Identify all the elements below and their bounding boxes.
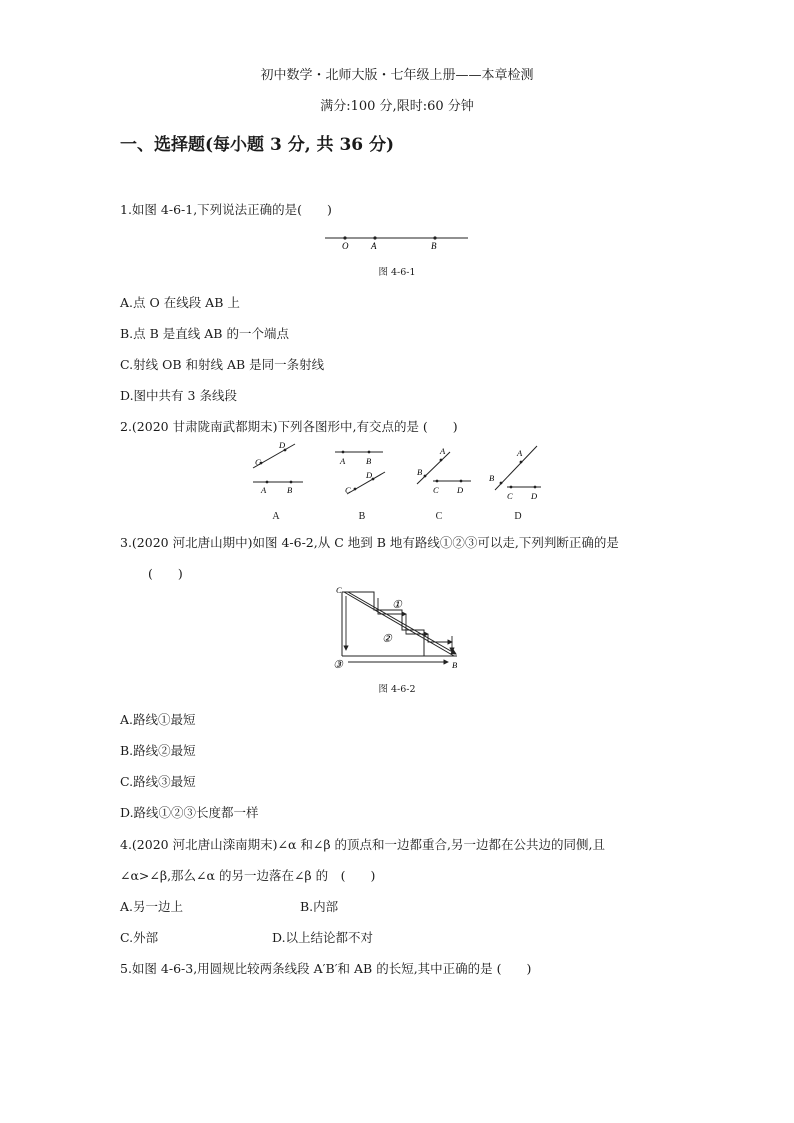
q1-option-d: D.图中共有 3 条线段: [120, 388, 237, 403]
q2-choice-b: B: [358, 511, 366, 522]
q3-label-route2: ②: [382, 633, 392, 645]
q1-stem: 1.如图 4-6-1,下列说法正确的是( ): [120, 202, 332, 217]
svg-text:C: C: [433, 485, 439, 495]
q3-stem: 3.(2020 河北唐山期中)如图 4-6-2,从 C 地到 B 地有路线①②③可以走,下列判断正确的是: [120, 535, 619, 550]
q4-option-c: C.外部: [120, 930, 159, 945]
section-heading: 一、选择题(每小题 3 分, 共 36 分): [120, 135, 395, 155]
svg-text:A: A: [340, 456, 346, 466]
q3-label-route1: ①: [392, 599, 402, 611]
q4-option-a: A.另一边上: [120, 899, 184, 914]
svg-text:D: D: [531, 491, 538, 501]
q3-option-a: A.路线①最短: [120, 712, 196, 727]
q3-option-c: C.路线③最短: [120, 774, 196, 789]
q2-figure-d: [489, 446, 541, 501]
q3-caption: 图 4-6-2: [378, 684, 416, 695]
q2-choice-a: A: [272, 511, 280, 522]
page-subtitle: 满分:100 分,限时:60 分钟: [320, 99, 474, 114]
svg-text:C: C: [507, 491, 513, 501]
q5-stem: 5.如图 4-6-3,用圆规比较两条线段 A′B′和 AB 的长短,其中正确的是 ( ): [120, 961, 532, 976]
q4-stem-line2: ∠α>∠β,那么∠α 的另一边落在∠β 的 ( ): [120, 868, 376, 883]
q2-figure: [245, 438, 555, 506]
q2-figure-c: [417, 446, 471, 495]
svg-text:C: C: [345, 485, 351, 495]
q3-label-B: B: [452, 660, 458, 670]
q4-stem-line1: 4.(2020 河北唐山滦南期末)∠α 和∠β 的顶点和一边都重合,另一边都在公共边的同侧,且: [120, 837, 605, 852]
q1-caption: 图 4-6-1: [378, 267, 416, 278]
svg-text:B: B: [489, 473, 495, 483]
q3-option-d: D.路线①②③长度都一样: [120, 805, 259, 820]
svg-text:A: A: [517, 448, 523, 458]
svg-text:B: B: [366, 456, 372, 466]
q1-figure: [320, 228, 472, 252]
q3-label-C: C: [336, 585, 342, 595]
q3-figure: [332, 584, 464, 672]
q2-choice-c: C: [435, 511, 443, 522]
q4-option-b: B.内部: [300, 899, 339, 914]
svg-text:A: A: [261, 485, 267, 495]
q1-option-c: C.射线 OB 和射线 AB 是同一条射线: [120, 357, 325, 372]
q1-option-a: A.点 O 在线段 AB 上: [120, 295, 240, 310]
q1-point-A: A: [371, 241, 377, 251]
q3-stem-bracket: ( ): [148, 566, 183, 581]
page-title: 初中数学・北师大版・七年级上册——本章检测: [260, 68, 534, 83]
q4-option-d: D.以上结论都不对: [272, 930, 374, 945]
svg-text:D: D: [457, 485, 464, 495]
q1-point-O: O: [342, 241, 349, 251]
svg-text:B: B: [287, 485, 293, 495]
q2-choice-d: D: [514, 511, 522, 522]
q2-figure-a: [253, 440, 303, 495]
q1-option-b: B.点 B 是直线 AB 的一个端点: [120, 326, 289, 341]
q1-point-B: B: [431, 241, 437, 251]
svg-text:B: B: [417, 467, 423, 477]
svg-text:D: D: [366, 470, 373, 480]
q2-stem: 2.(2020 甘肃陇南武都期末)下列各图形中,有交点的是 ( ): [120, 419, 458, 434]
q3-label-route3: ③: [333, 659, 343, 671]
q2-figure-b: [335, 451, 385, 495]
svg-text:A: A: [440, 446, 446, 456]
q3-option-b: B.路线②最短: [120, 743, 196, 758]
svg-text:C: C: [255, 457, 261, 467]
svg-text:D: D: [279, 440, 286, 450]
